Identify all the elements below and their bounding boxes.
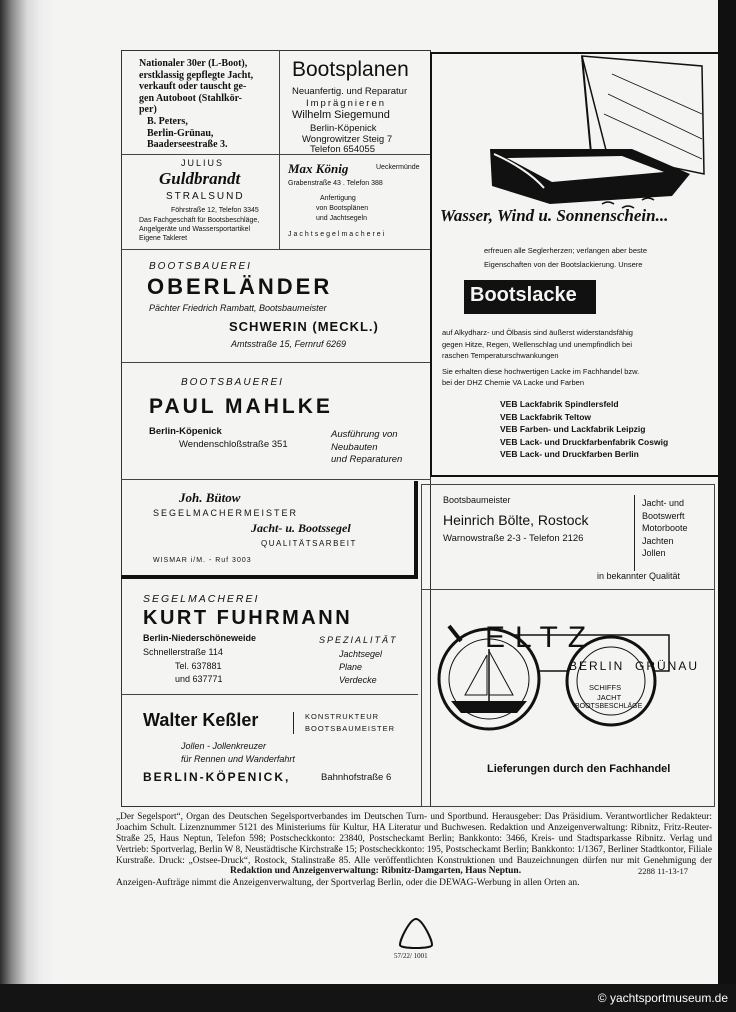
- ad-boelte-quality: in bekannter Qualität: [597, 571, 681, 581]
- sailboat-illustration: [432, 54, 718, 219]
- ad-kessler: [121, 696, 418, 806]
- footer-print-code: 57/22/ 1001: [394, 952, 428, 960]
- book-spine: [0, 0, 60, 1012]
- ad-eltz-name: ELTZ: [485, 621, 597, 654]
- ad-guldbrandt-kicker: JULIUS: [181, 158, 225, 168]
- ad-buetow-city: WISMAR i/M. - Ruf 3003: [153, 557, 252, 564]
- ad-eltz: [421, 591, 715, 807]
- ad-lacke-companies: VEB Lackfabrik Spindlersfeld VEB Lackfabrik Teltow VEB Farben- und Lackfabrik Leipzig VEB Lack- und Druckfarbenfabrik Coswig VEB Lack- und Druckfarben Berlin: [500, 399, 669, 459]
- ad-kessler-city: BERLIN-KÖPENICK,: [143, 770, 291, 784]
- ad-kessler-street: Bahnhofstraße 6: [321, 772, 392, 783]
- ad-kessler-line: Jollen - Jollenkreuzer: [181, 741, 267, 751]
- ad-mahlke: [121, 363, 431, 480]
- ad-mahlke-city: Berlin-Köpenick: [149, 426, 222, 437]
- ad-fuhrmann: [121, 585, 418, 695]
- ad-guldbrandt-line: Das Fachgeschäft für Bootsbeschläge,: [139, 217, 260, 224]
- ad-fuhrmann-tel: und 637771: [175, 674, 223, 684]
- ad-eltz-badge: SCHIFFS: [589, 683, 622, 692]
- ad-guldbrandt-city: STRALSUND: [166, 191, 245, 202]
- ad-guldbrandt: [121, 155, 280, 250]
- ad-lacke-slogan: Wasser, Wind u. Sonnenschein...: [440, 206, 669, 225]
- ad-lacke-intro: Eigenschaften von der Bootslackierung. Unsere: [484, 260, 643, 269]
- ad-kessler-line: für Rennen und Wanderfahrt: [181, 754, 295, 764]
- ad-koenig-address: Grabenstraße 43 . Telefon 388: [288, 180, 383, 187]
- ad-buetow: [121, 481, 418, 579]
- ad-koenig-line: und Jachtsegeln: [316, 215, 367, 222]
- ad-koenig-line: Anfertigung: [320, 195, 356, 202]
- ad-fuhrmann-items: Jachtsegel Plane Verdecke: [339, 649, 383, 685]
- ad-mahlke-name: PAUL MAHLKE: [149, 395, 333, 418]
- ad-mahlke-address: Wendenschloßstraße 351: [179, 439, 288, 450]
- ad-bootsplanen-line: Neuanfertig. und Reparatur: [292, 86, 408, 97]
- ad-koenig: [280, 155, 431, 250]
- dewag-triangle-logo: [396, 917, 436, 951]
- ad-lacke-product: Bootslacke: [470, 284, 577, 306]
- ad-oberlaender: [121, 250, 431, 363]
- watermark-text: © yachtsportmuseum.de: [597, 991, 728, 1005]
- ad-kessler-name: Walter Keßler: [143, 710, 259, 730]
- footer-last-line: Anzeigen-Aufträge nimmt die Anzeigenverwaltung, der Sportverlag Berlin, oder die DEWAG-Werbung in allen Orten an.: [116, 878, 580, 888]
- ad-bootslacke: [430, 52, 720, 477]
- ad-bootsplanen-line: Telefon 654055: [310, 144, 375, 155]
- ad-oberlaender-city: SCHWERIN (MECKL.): [229, 319, 379, 334]
- ad-kessler-title: KONSTRUKTEUR: [305, 712, 380, 721]
- ad-lacke-body: auf Alkydharz- und Ölbasis sind äußerst widerstandsfähig gegen Hitze, Regen, Wellenschlag und unempfindlich bei raschen Temperaturschwankungen Sie erhalten diese hochwertigen Lacke im Fachhandel bzw. bei der DHZ Chemie VA Lacke und Farben: [442, 328, 640, 387]
- ad-fuhrmann-city: Berlin-Niederschöneweide: [143, 633, 257, 643]
- ad-boelte-address: Warnowstraße 2-3 - Telefon 2126: [443, 533, 584, 544]
- ad-bootsplanen-line: Wilhelm Siegemund: [292, 109, 390, 121]
- ad-mahlke-kicker: BOOTSBAUEREI: [181, 377, 284, 388]
- page-edge: [718, 0, 736, 1012]
- ad-bootsplanen-title: Bootsplanen: [292, 58, 409, 81]
- ad-eltz-badge: BOOTSBESCHLÄGE: [575, 703, 643, 710]
- ad-koenig-place: Ueckermünde: [376, 164, 420, 171]
- ad-eltz-city: BERLIN: [569, 659, 625, 673]
- ad-bootsplanen-line: Berlin-Köpenick: [310, 123, 377, 134]
- ad-oberlaender-tenant: Pächter Friedrich Rambatt, Bootsbaumeister: [149, 303, 327, 313]
- ad-boelte-name: Heinrich Bölte, Rostock: [443, 512, 589, 528]
- ad-koenig-trade: Jachtsegelmacherei: [288, 231, 387, 238]
- ad-boelte: [421, 484, 715, 590]
- ad-lacke-intro: erfreuen alle Seglerherzen; verlangen aber beste: [484, 246, 648, 255]
- footer-bold-line: Redaktion und Anzeigenverwaltung: Ribnitz-Damgarten, Haus Neptun.: [230, 866, 522, 876]
- ad-buetow-name: Joh. Bütow: [179, 490, 241, 505]
- ad-eltz-tagline: Lieferungen durch den Fachhandel: [487, 763, 671, 775]
- ad-guldbrandt-line: Föhrstraße 12, Telefon 3345: [171, 207, 259, 214]
- ad-fuhrmann-tel: Tel. 637881: [175, 661, 222, 671]
- ad-guldbrandt-line: Angelgeräte und Wassersportartikel: [139, 226, 251, 233]
- ad-mahlke-services: Ausführung von Neubauten und Reparaturen: [331, 429, 403, 465]
- footer-code: 2288 11-13-17: [638, 866, 688, 876]
- ad-boelte-services: Jacht- und Bootswerft Motorboote Jachten Jollen: [642, 498, 688, 558]
- ad-oberlaender-name: OBERLÄNDER: [147, 274, 333, 299]
- ad-bootsplanen: [280, 50, 431, 155]
- footer-imprint: „Der Segelsport“, Organ des Deutschen Segelsportverbandes im Deutschen Turn- und Sportbund. Herausgeber: Das Präsidium. Verantwortlicher Redakteur: Joachim Schult. Lizenznummer 5121 des Ministeriums für Kultur, HA Literatur und Buchwesen. Redaktion und Anzeigenverwaltung: Ribnitz, Fritz-Reuter-Straße 25, Haus Neptun, Telefon 598; Postscheckkonto: 23840, Postscheckamt Berlin; Bankkonto: 3466, Kreis- und Stadtsparkasse Ribnitz. Verlag und Vertrieb: Sportverlag, Berlin W 8, Neustädtische Kirchstraße 15; Postscheckkonto: 195, Postscheckamt Berlin; Bankkonto: 1/1367, Berliner Stadtkontor, Filiale Kurstraße. Druck: „Ostsee-Druck“, Rostock, Stalinstraße 85. Alle veröffentlichten Konstruktionen und Bauzeichnungen dürfen nur mit Genehmigung der: [116, 812, 712, 866]
- ad-bootsplanen-line: Imprägnieren: [306, 98, 386, 109]
- ad-buetow-product: Jacht- u. Bootssegel: [251, 521, 351, 535]
- ad-fuhrmann-street: Schnellerstraße 114: [143, 647, 223, 657]
- ad-eltz-city: GRÜNAU: [635, 659, 700, 673]
- ad-lacke-product-box: [464, 280, 596, 314]
- ad-koenig-name: Max König: [288, 161, 349, 176]
- ad-buetow-trade: SEGELMACHERMEISTER: [153, 508, 299, 518]
- ad-buetow-quality: QUALITÄTSARBEIT: [261, 539, 357, 548]
- ad-nationaler: [121, 50, 280, 155]
- ad-guldbrandt-line: Eigene Takleret: [139, 235, 188, 242]
- ad-bootsplanen-line: Wongrowitzer Steig 7: [302, 134, 393, 145]
- ad-guldbrandt-name: Guldbrandt: [159, 169, 241, 188]
- ad-kessler-divider: [293, 712, 294, 734]
- ad-boelte-divider: [634, 495, 635, 571]
- ad-fuhrmann-kicker: SEGELMACHEREI: [143, 593, 260, 605]
- ad-fuhrmann-spez: SPEZIALITÄT: [319, 635, 398, 645]
- ad-boelte-kicker: Bootsbaumeister: [443, 495, 511, 505]
- ad-fuhrmann-name: KURT FUHRMANN: [143, 607, 353, 629]
- ad-oberlaender-address: Amtsstraße 15, Fernruf 6269: [231, 339, 347, 349]
- ad-nationaler-text: Nationaler 30er (L-Boot), erstklassig gepflegte Jacht, verkauft oder tauscht ge- gen Autoboot (Stahlkör- per) B. Peters, Berlin-Grünau, Baaderseestraße 3.: [139, 58, 254, 151]
- ad-koenig-line: von Bootsplänen: [316, 205, 369, 212]
- ad-eltz-badge: JACHT: [597, 693, 622, 702]
- ad-oberlaender-kicker: BOOTSBAUEREI: [149, 261, 252, 272]
- ad-kessler-title: BOOTSBAUMEISTER: [305, 724, 396, 733]
